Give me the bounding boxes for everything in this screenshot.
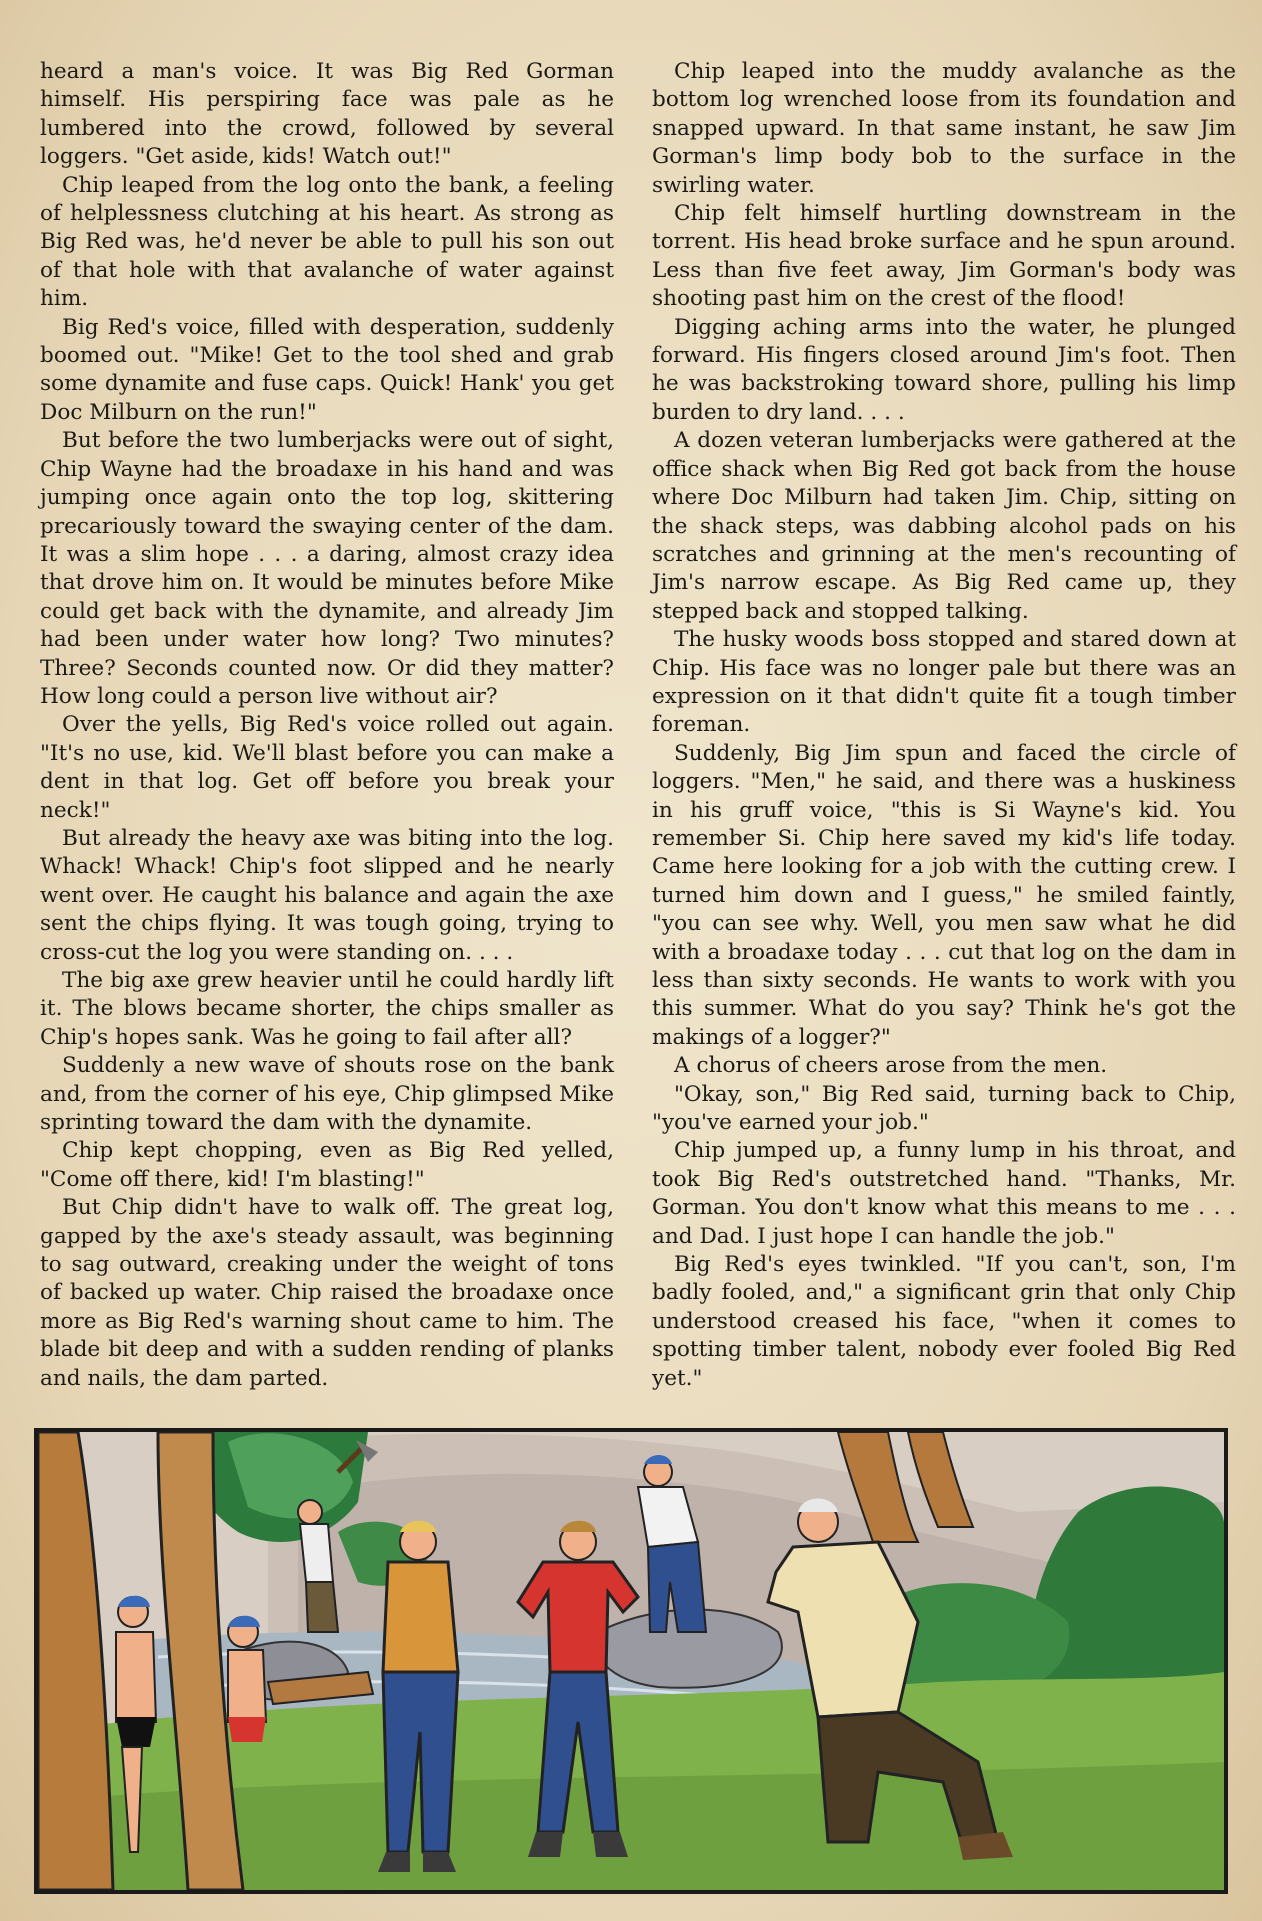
paragraph: Chip jumped up, a funny lump in his throat, and took Big Red's outstretched hand. "Thanks, Mr. Gorman. You don't know what this means to me . . . and Dad. I just hope I can handle the job." [652, 1138, 1236, 1249]
paragraph: A dozen veteran lumberjacks were gathered at the office shack when Big Red got back from the house where Doc Milburn had taken Jim. Chip, sitting on the shack steps, was dabbing alcohol pads on his scratches and grinning at the men's recounting of Jim's narrow escape. As Big Red came up, they stepped back and stopped talking. [652, 428, 1236, 624]
paragraph: Big Red's voice, filled with desperation, suddenly boomed out. "Mike! Get to the tool shed and grab some dynamite and fuse caps. Quick! Hank' you get Doc Milburn on the run!" [40, 314, 614, 425]
paragraph: "Okay, son," Big Red said, turning back to Chip, "you've earned your job." [652, 1081, 1236, 1136]
paragraph: The husky woods boss stopped and stared down at Chip. His face was no longer pale but there was an expression on it that didn't quite fit a tough timber foreman. [652, 627, 1236, 738]
paragraph: Chip kept chopping, even as Big Red yelled, "Come off there, kid! I'm blasting!" [40, 1138, 614, 1192]
paragraph: Big Red's eyes twinkled. "If you can't, son, I'm badly fooled, and," a significant grin that only Chip understood creased his face, "when it comes to spotting timber talent, nobody ever fooled Big Red yet." [652, 1252, 1236, 1391]
paragraph: A chorus of cheers arose from the men. [674, 1053, 1108, 1079]
paragraph: Suddenly, Big Jim spun and faced the circle of loggers. "Men," he said, and there was a huskiness in his gruff voice, "this is Si Wayne's kid. You remember Si. Chip here saved my kid's life today. Came here looking for a job with the cutting crew. I turned him down and I guess," he smiled faintly, "you can see why. Well, you men saw what he did with a broadaxe today . . . cut that log on the dam in less than sixty seconds. He wants to work with you this summer. What do you say? Think he's got the makings of a logger?" [652, 740, 1236, 1050]
paragraph: Chip leaped into the muddy avalanche as the bottom log wrenched loose from its foundation and snapped upward. In that same instant, he saw Jim Gorman's limp body bob to the surface in the swirling water. [652, 59, 1236, 198]
text-column-right [652, 58, 1236, 1393]
paragraph: But Chip didn't have to walk off. The great log, gapped by the axe's steady assault, was beginning to sag outward, creaking under the weight of tons of backed up water. Chip raised the broadaxe once more as Big Red's warning shout came to him. The blade bit deep and with a sudden rending of planks and nails, the dam parted. [40, 1195, 614, 1391]
illustration-panel [34, 1428, 1228, 1894]
paragraph: Digging aching arms into the water, he plunged forward. His fingers closed around Jim's foot. Then he was backstroking toward shore, pulling his limp burden to dry land. . . . [652, 314, 1236, 425]
paragraph: But before the two lumberjacks were out of sight, Chip Wayne had the broadaxe in his hand and was jumping once again onto the top log, skittering precariously toward the swaying center of the dam. It was a slim hope . . . a daring, almost crazy idea that drove him on. It would be minutes before Mike could get back with the dynamite, and already Jim had been under water how long? Two minutes? Three? Seconds counted now. Or did they matter? How long could a person live without air? [40, 428, 614, 709]
paragraph: Suddenly a new wave of shouts rose on the bank and, from the corner of his eye, Chip glimpsed Mike sprinting toward the dam with the dynamite. [40, 1053, 614, 1136]
paragraph: The big axe grew heavier until he could hardly lift it. The blows became shorter, the chips smaller as Chip's hopes sank. Was he going to fail after all? [40, 968, 614, 1050]
text-column-left [40, 58, 614, 1393]
paragraph: heard a man's voice. It was Big Red Gorman himself. His perspiring face was pale as he lumbered into the crowd, followed by several loggers. "Get aside, kids! Watch out!" [40, 59, 614, 170]
paragraph: Over the yells, Big Red's voice rolled out again. "It's no use, kid. We'll blast before you can make a dent in that log. Get off before you break your neck!" [40, 712, 614, 823]
paragraph: Chip felt himself hurtling downstream in the torrent. His head broke surface and he spun around. Less than five feet away, Jim Gorman's body was shooting past him on the crest of the flood! [652, 201, 1236, 312]
illustration-loggers-at-riverbank [38, 1432, 1224, 1890]
paragraph: Chip leaped from the log onto the bank, a feeling of helplessness clutching at his heart. As strong as Big Red was, he'd never be able to pull his son out of that hole with that avalanche of water against him. [40, 172, 614, 312]
paragraph: But already the heavy axe was biting into the log. Whack! Whack! Chip's foot slipped and he nearly went over. He caught his balance and again the axe sent the chips flying. It was tough going, trying to cross-cut the log you were standing on. . . . [40, 825, 614, 965]
